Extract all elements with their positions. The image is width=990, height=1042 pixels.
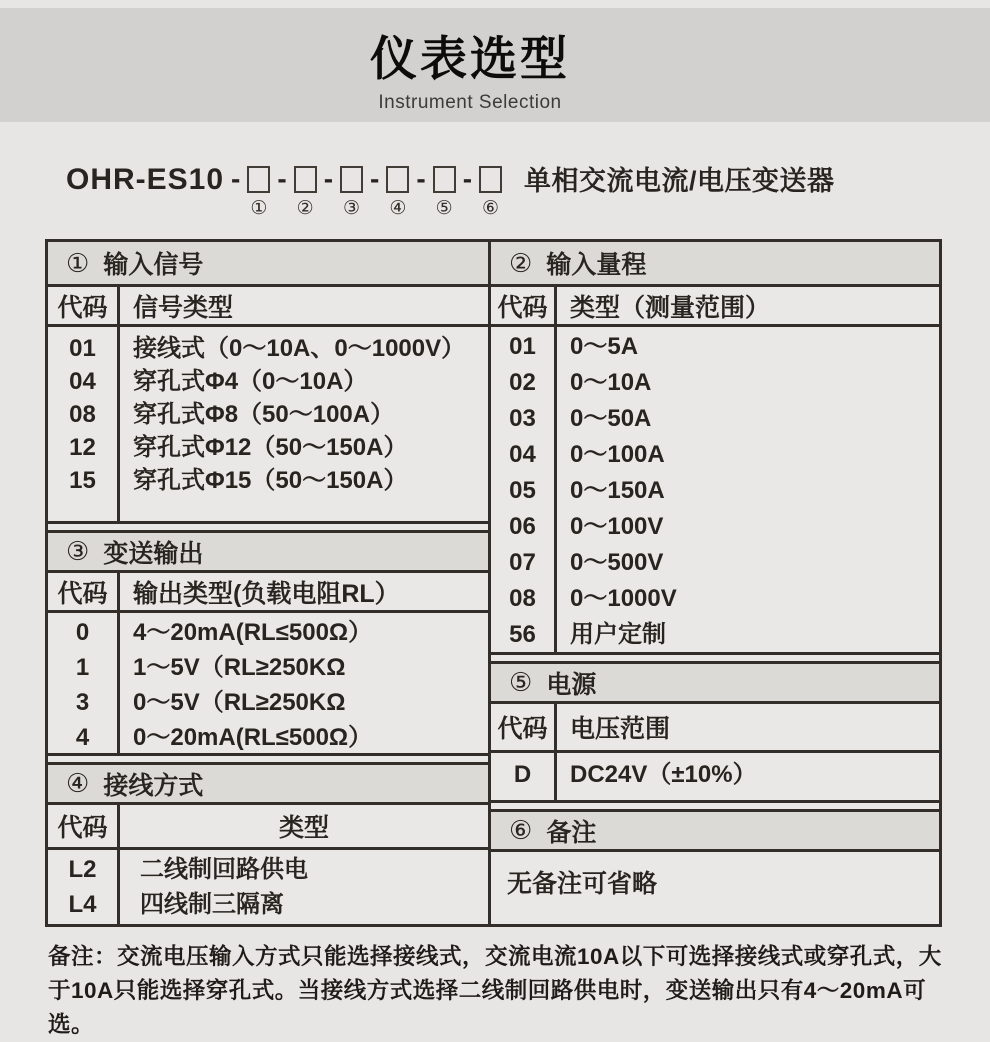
page-subtitle: Instrument Selection (378, 92, 562, 113)
model-slot-1 (247, 163, 270, 218)
column-header-row (48, 287, 488, 327)
type-cell: 0～150A (570, 477, 665, 504)
model-slot-number-6: ⑥ (481, 198, 500, 219)
model-slot-6 (479, 163, 502, 218)
type-cell: 四线制三隔离 (140, 891, 284, 918)
section-number-input-range: ② (509, 247, 533, 278)
type-cell: 二线制回路供电 (140, 856, 308, 883)
code-cells (48, 613, 120, 753)
selection-table-left-column (45, 239, 491, 927)
code-column-header: 代码 (48, 287, 120, 324)
section-number-wiring: ④ (66, 768, 90, 798)
column-header-row (491, 704, 939, 753)
code-cell: 03 (509, 405, 536, 432)
type-cell: 0～20mA(RL≤500Ω） (133, 724, 373, 751)
code-cell: 3 (75, 689, 90, 716)
code-cells (491, 327, 557, 652)
model-slot-box-1 (247, 166, 270, 193)
type-cell: 0～5A (570, 333, 639, 360)
model-dash: - (231, 163, 241, 194)
code-cell: 08 (509, 585, 536, 612)
model-slot-box-5 (433, 166, 456, 193)
type-column-header: 电压范围 (570, 715, 671, 743)
model-prefix: OHR-ES10 (66, 163, 225, 196)
input-signal-rows (48, 327, 488, 524)
selection-table (45, 239, 942, 927)
type-cell: 0～50A (570, 405, 652, 432)
code-cell: 4 (75, 724, 90, 751)
type-cell: DC24V（±10%） (570, 761, 757, 788)
type-cell: 用户定制 (570, 621, 666, 648)
code-cell: L4 (68, 891, 97, 918)
section-title-input-signal: 输入信号 (103, 251, 204, 279)
code-cells (48, 850, 120, 924)
code-column-header: 代码 (48, 805, 120, 847)
code-cell: 07 (509, 549, 536, 576)
type-cell: 0～1000V (570, 585, 677, 612)
column-header-row (491, 287, 939, 327)
model-slot-box-4 (386, 166, 409, 193)
input-range-rows (491, 327, 939, 655)
section-number-power: ⑤ (509, 667, 533, 697)
model-slot-box-3 (340, 166, 363, 193)
code-cell: 02 (509, 369, 536, 396)
section-header-remark (491, 809, 939, 852)
wiring-rows (48, 850, 488, 924)
model-slot-4 (386, 163, 409, 218)
section-number-output: ③ (66, 536, 90, 566)
code-cell: 08 (69, 401, 96, 428)
section-title-remark: 备注 (546, 818, 597, 847)
model-slot-number-3: ③ (343, 198, 361, 219)
type-cells (120, 327, 488, 521)
model-dash: - (370, 163, 380, 194)
model-dash: - (277, 163, 287, 194)
code-column-header: 代码 (491, 704, 557, 750)
selection-table-right-column (488, 239, 942, 927)
type-cell: 接线式（0～10A、0～1000V） (133, 335, 466, 362)
page-title: 仪表选型 (370, 32, 570, 85)
code-cell: 01 (509, 333, 536, 360)
section-header-input-range (491, 242, 939, 287)
code-column-header: 代码 (48, 573, 120, 610)
section-number-remark: ⑥ (509, 815, 533, 845)
type-cell: 0～5V（RL≥250KΩ (133, 689, 346, 716)
code-cell: 12 (69, 434, 96, 461)
model-slot-box-6 (479, 166, 502, 193)
type-cells (557, 327, 939, 652)
type-cell: 穿孔式Φ8（50～100A） (133, 401, 395, 428)
type-column-header: 信号类型 (133, 293, 234, 322)
model-code-line (66, 163, 835, 218)
type-cell: 0～500V (570, 549, 664, 576)
type-cells (120, 613, 488, 753)
section-title-input-range: 输入量程 (546, 251, 647, 279)
code-cells (48, 327, 120, 521)
remark-content: 无备注可省略 (507, 870, 658, 898)
model-dash: - (462, 163, 473, 194)
type-cell: 穿孔式Φ15（50～150A） (133, 467, 408, 494)
code-cell: 04 (69, 368, 96, 395)
footnote: 备注：交流电压输入方式只能选择接线式，交流电流10A以下可选择接线式或穿孔式，大于10A只能选择穿孔式。当接线方式选择二线制回路供电时，变送输出只有4～20mA可选。 (48, 944, 942, 1037)
code-cells (491, 753, 557, 800)
model-slot-box-2 (294, 166, 317, 193)
column-header-row (48, 573, 488, 613)
code-cell: 06 (509, 513, 536, 540)
model-dash: - (323, 163, 334, 194)
model-slot-number-1: ① (250, 198, 268, 219)
section-title-output: 变送输出 (103, 539, 204, 568)
column-header-row (48, 805, 488, 850)
section-header-wiring (48, 762, 488, 805)
code-cell: 15 (69, 467, 96, 494)
section-title-wiring: 接线方式 (103, 771, 204, 800)
model-slot-3 (340, 163, 363, 218)
code-cell: 05 (509, 477, 536, 504)
code-cell: 56 (509, 621, 536, 648)
type-cells (557, 753, 939, 800)
type-cell: 0～100A (570, 441, 665, 468)
section-number-input-signal: ① (66, 247, 90, 278)
code-cell: 04 (509, 441, 536, 468)
type-cell: 穿孔式Φ4（0～10A） (133, 368, 368, 395)
section-title-power: 电源 (546, 670, 597, 699)
code-cell: D (513, 761, 532, 788)
type-column-header: 类型（测量范围） (570, 293, 771, 322)
product-name: 单相交流电流/电压变送器 (524, 166, 835, 196)
type-column-header: 类型 (278, 814, 329, 842)
model-slot-5 (433, 163, 456, 218)
code-cell: 0 (75, 619, 90, 646)
output-rows (48, 613, 488, 756)
page-banner (0, 8, 990, 122)
section-header-input-signal (48, 242, 488, 287)
model-slot-2 (294, 163, 317, 218)
power-rows (491, 753, 939, 803)
model-slot-number-5: ⑤ (435, 198, 453, 219)
code-cell: 1 (75, 654, 90, 681)
type-cell: 0～100V (570, 513, 664, 540)
model-slot-number-4: ④ (389, 198, 407, 219)
section-header-output (48, 530, 488, 573)
type-column-header: 输出类型(负载电阻RL） (133, 579, 400, 608)
code-cell: L2 (68, 856, 97, 883)
type-cell: 4～20mA(RL≤500Ω） (133, 619, 373, 646)
model-dash: - (416, 163, 426, 194)
code-cell: 01 (69, 335, 96, 362)
type-cell: 1～5V（RL≥250KΩ (133, 654, 346, 681)
type-cells (120, 850, 488, 924)
type-cell: 0～10A (570, 369, 652, 396)
code-column-header: 代码 (491, 287, 557, 324)
model-slot-number-2: ② (296, 198, 314, 219)
section-header-power (491, 661, 939, 704)
type-cell: 穿孔式Φ12（50～150A） (133, 434, 408, 461)
